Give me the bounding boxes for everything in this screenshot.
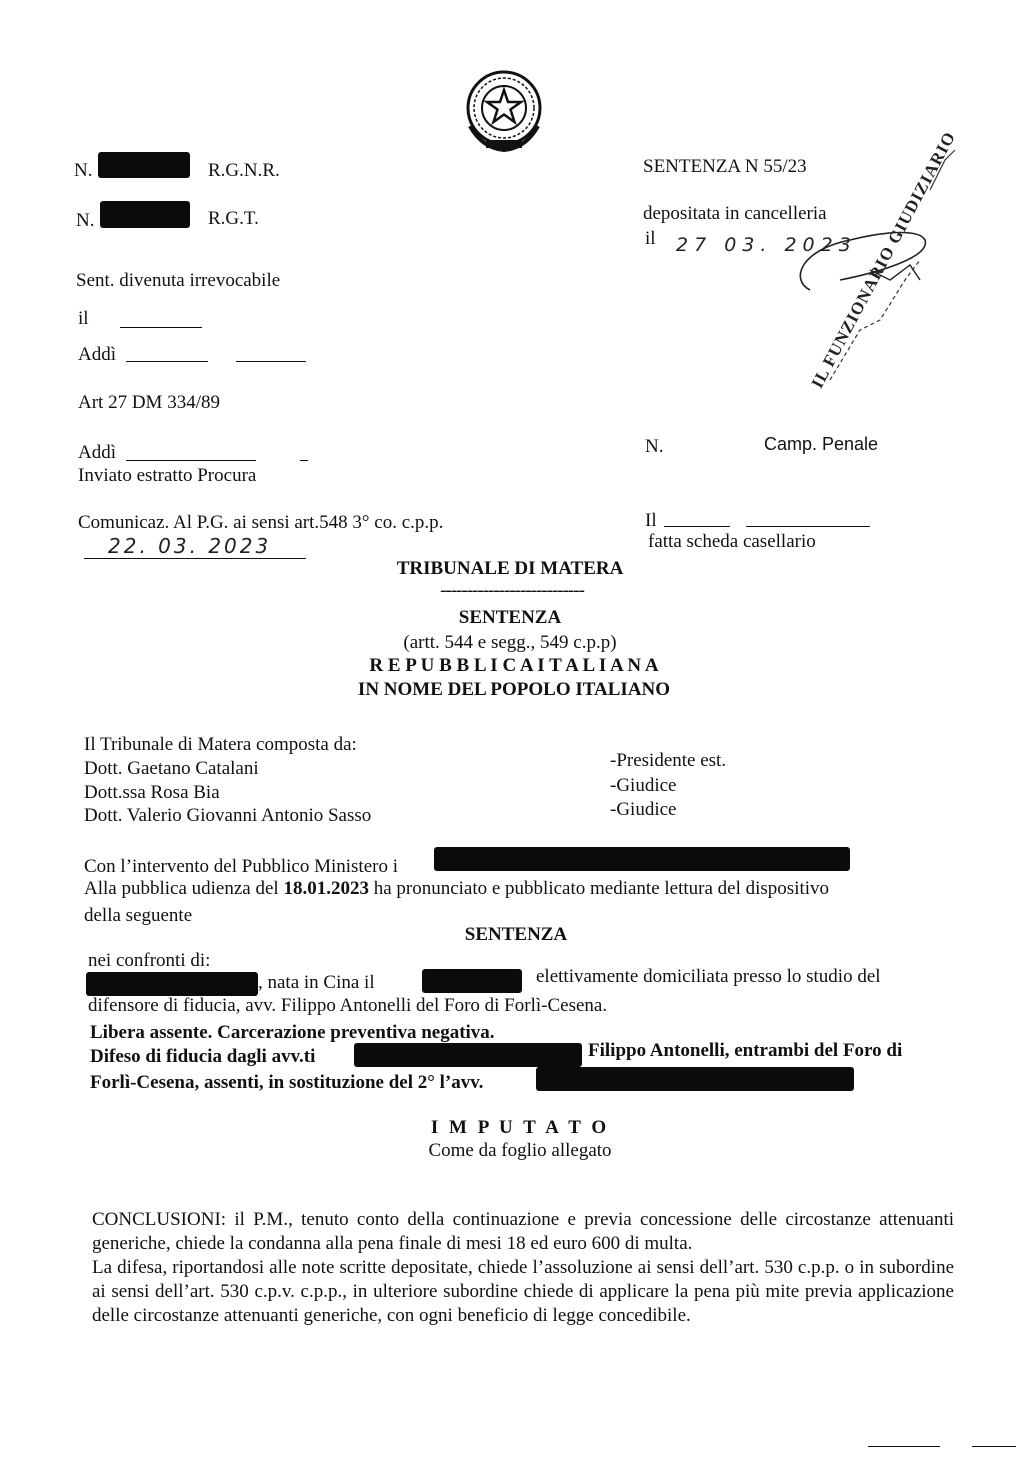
republic-emblem-icon xyxy=(462,66,546,152)
rgt-label: R.G.T. xyxy=(208,208,259,229)
comunicaz-handwritten-date: 22. 03. 2023 xyxy=(108,534,272,558)
judge-role-3: -Giudice xyxy=(610,799,677,820)
rgt-prefix: N. xyxy=(76,210,95,231)
rgnr-label: R.G.N.R. xyxy=(208,160,280,181)
conclusioni-difesa: La difesa, riportandosi alle note scritte depositate, chiede l’assoluzione ai sensi dell’art. 530 c.p.p. o in subordine ai sensi dell’art. 530 c.p.v. c.p.p., in ulteriore subordine chiede di applicare la pena più mite previa applicazione delle circostanze attenuanti generiche, con ogni beneficio di legge concedibile. xyxy=(92,1257,954,1326)
imputato-heading: I M P U T A T O xyxy=(430,1117,610,1138)
repubblica-title: R E P U B B L I C A I T A L I A N A xyxy=(369,655,659,676)
difensore-text: difensore di fiducia, avv. Filippo Antonelli del Foro di Forlì-Cesena. xyxy=(88,995,608,1016)
foglio-text: Come da foglio allegato xyxy=(428,1140,612,1161)
addi-label: Addì xyxy=(78,344,116,365)
nata-text: , nata in Cina il xyxy=(258,972,375,993)
stamp-text: IL FUNZIONARIO GIUDIZIARIO xyxy=(807,128,960,392)
difeso-text-2: Filippo Antonelli, entrambi del Foro di xyxy=(588,1040,903,1061)
udienza-date: 18.01.2023 xyxy=(283,878,369,899)
judge-name-1: Dott. Gaetano Catalani xyxy=(84,758,259,779)
articles-reference: (artt. 544 e segg., 549 c.p.p) xyxy=(403,632,617,653)
seguente-text: della seguente xyxy=(84,905,193,926)
camp-penale-label: Camp. Penale xyxy=(764,434,879,454)
blank-line xyxy=(746,526,870,527)
casellario-label: fatta scheda casellario xyxy=(648,531,816,552)
libera-text: Libera assente. Carcerazione preventiva negativa. xyxy=(90,1022,495,1043)
n-label-right: N. xyxy=(645,436,664,457)
composition-intro: Il Tribunale di Matera composta da: xyxy=(84,734,357,755)
popolo-title: IN NOME DEL POPOLO ITALIANO xyxy=(357,679,671,700)
judge-name-2: Dott.ssa Rosa Bia xyxy=(84,782,220,803)
addi-label-2: Addì xyxy=(78,442,116,463)
udienza-text-2: ha pronunciato e pubblicato mediante lettura del dispositivo xyxy=(368,878,830,899)
title-divider: --------------------------- xyxy=(440,580,584,601)
il-label-right-2: Il xyxy=(645,510,657,531)
blank-line xyxy=(664,526,730,527)
il-label-right: il xyxy=(645,228,656,249)
forli-text: Forlì-Cesena, assenti, in sostituzione del 2° l’avv. xyxy=(90,1072,484,1093)
blank-line xyxy=(126,361,208,362)
irrevocabile-label: Sent. divenuta irrevocabile xyxy=(76,270,281,291)
redaction xyxy=(422,969,522,993)
blank-line xyxy=(236,361,306,362)
redaction xyxy=(100,201,190,228)
blank-line xyxy=(126,460,256,461)
sentenza-title: SENTENZA xyxy=(458,607,562,628)
redaction xyxy=(98,152,190,178)
judge-role-1: -Presidente est. xyxy=(610,750,727,771)
official-stamp xyxy=(770,130,980,400)
domiciliata-text: elettivamente domiciliata presso lo studio del xyxy=(536,966,881,987)
difeso-text: Difeso di fiducia dagli avv.ti xyxy=(90,1046,316,1067)
blank-line xyxy=(300,460,308,461)
judge-name-3: Dott. Valerio Giovanni Antonio Sasso xyxy=(84,805,372,826)
depositata-handwritten-date: 27 03. 2023 xyxy=(676,234,857,256)
il-label: il xyxy=(78,308,89,329)
sentenza-number: SENTENZA N 55/23 xyxy=(643,156,807,177)
comunicaz-label: Comunicaz. Al P.G. ai sensi art.548 3° co. c.p.p. xyxy=(78,512,444,533)
tribunale-title: TRIBUNALE DI MATERA xyxy=(396,558,624,579)
redaction xyxy=(536,1067,854,1091)
judge-role-2: -Giudice xyxy=(610,775,677,796)
udienza-text: Alla pubblica udienza del xyxy=(84,878,284,899)
intervento-text: Con l’intervento del Pubblico Ministero i xyxy=(84,856,398,877)
footer-line xyxy=(868,1446,940,1447)
signature-icon xyxy=(770,130,980,400)
blank-line xyxy=(120,327,202,328)
udienza-line xyxy=(84,878,829,900)
footer-line xyxy=(972,1446,1016,1447)
redaction xyxy=(434,847,850,871)
art27-label: Art 27 DM 334/89 xyxy=(78,392,220,413)
confronti-label: nei confronti di: xyxy=(88,950,211,971)
inviato-label: Inviato estratto Procura xyxy=(78,465,257,486)
conclusioni-pm: CONCLUSIONI: il P.M., tenuto conto della continuazione e previa concessione delle circostanze attenuanti generiche, chiede la condanna alla pena finale di mesi 18 ed euro 600 di multa. xyxy=(92,1209,954,1254)
rgnr-prefix: N. xyxy=(74,160,93,181)
sentenza-heading-2: SENTENZA xyxy=(464,924,568,945)
depositata-label: depositata in cancelleria xyxy=(643,203,827,224)
redaction xyxy=(86,972,258,996)
redaction xyxy=(354,1043,582,1067)
